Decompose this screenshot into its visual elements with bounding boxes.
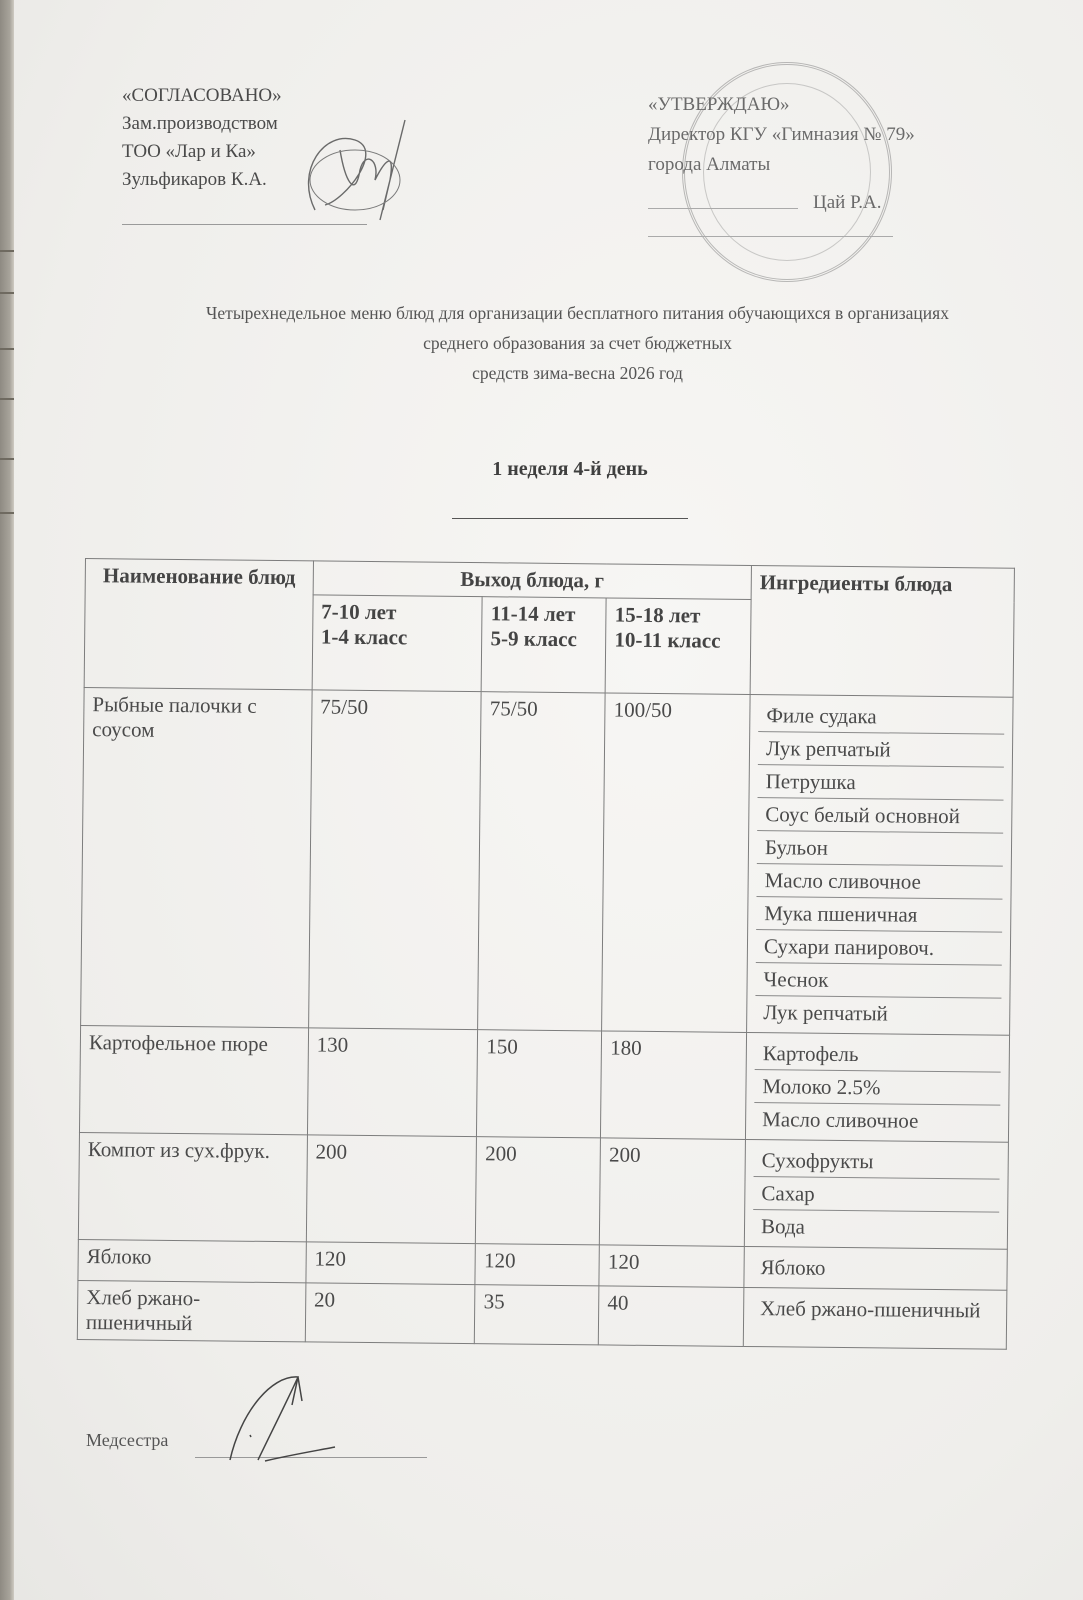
approval-block-approved xyxy=(648,90,915,213)
agreed-name: Зульфикаров К.А. xyxy=(122,169,267,190)
approved-city: города Алматы xyxy=(648,154,771,175)
ingredient-item: Молоко 2.5% xyxy=(754,1070,1000,1106)
ingredient-item: Чеснок xyxy=(755,963,1001,999)
ingredient-item: Петрушка xyxy=(758,765,1004,801)
signature-icon xyxy=(210,1365,340,1465)
ingredient-item: Мука пшеничная xyxy=(756,897,1002,933)
approved-date-line xyxy=(648,236,893,237)
yield-cell: 200 xyxy=(476,1137,601,1245)
dish-name-cell: Компот из сух.фрук. xyxy=(78,1132,307,1241)
ingredients-cell xyxy=(747,694,1014,1035)
ingredient-item: Яблоко xyxy=(760,1255,826,1280)
approved-name: Цай Р.А. xyxy=(813,192,882,213)
ingredient-item: Вода xyxy=(760,1214,806,1239)
title-line-3: средств зима-весна 2026 год xyxy=(472,363,683,383)
ingredient-item: Соус белый основной xyxy=(757,798,1003,834)
week-day-heading: 1 неделя 4-й день xyxy=(492,458,648,480)
ingredient-item: Бульон xyxy=(757,831,1003,867)
yield-cell: 100/50 xyxy=(602,693,750,1032)
menu-table xyxy=(77,558,1015,1350)
agreed-organization: ТОО «Лар и Ка» xyxy=(122,141,256,162)
ingredients-cell xyxy=(745,1032,1009,1142)
yield-cell: 120 xyxy=(475,1244,599,1286)
approved-signature-line xyxy=(648,208,798,209)
yield-cell: 180 xyxy=(601,1031,747,1140)
yield-cell: 130 xyxy=(307,1028,478,1137)
header-age-group: 11-14 лет 5-9 класс xyxy=(482,597,607,693)
ingredient-item: Масло сливочное xyxy=(756,864,1002,900)
table-row xyxy=(78,1132,1008,1249)
header-age-group: 15-18 лет 10-11 класс xyxy=(605,598,751,695)
yield-cell: 150 xyxy=(477,1030,602,1138)
table-row xyxy=(81,687,1013,1035)
dish-name-cell: Рыбные палочки с соусом xyxy=(81,687,312,1027)
ingredients-cell xyxy=(744,1139,1008,1249)
header-age-group: 7-10 лет 1-4 класс xyxy=(312,595,483,692)
header-dish-name: Наименование блюд xyxy=(84,559,313,690)
title-line-2: среднего образования за счет бюджетных xyxy=(423,333,732,353)
title-line-1: Четырехнедельное меню блюд для организации бесплатного питания обучающихся в организациях xyxy=(206,303,949,323)
nurse-label: Медсестра xyxy=(86,1430,169,1450)
yield-cell: 35 xyxy=(475,1285,599,1345)
document-title xyxy=(110,298,1045,388)
header-ingredients: Ингредиенты блюда xyxy=(750,565,1014,697)
ingredients-cell xyxy=(744,1246,1007,1290)
dish-name-cell: Хлеб ржано-пшеничный xyxy=(77,1280,305,1341)
dish-name-cell: Яблоко xyxy=(78,1239,306,1282)
ingredient-item: Филе судака xyxy=(758,699,1004,735)
ingredient-item: Картофель xyxy=(755,1037,1001,1073)
header-yield: Выход блюда, г xyxy=(313,561,752,600)
table-row xyxy=(77,1280,1007,1349)
ingredient-item: Лук репчатый xyxy=(763,1000,889,1026)
approved-heading: «УТВЕРЖДАЮ» xyxy=(648,94,790,115)
ingredients-cell xyxy=(743,1287,1007,1349)
signature-icon xyxy=(285,110,425,230)
yield-cell: 120 xyxy=(306,1242,476,1285)
page-edge xyxy=(0,0,14,1600)
agreed-heading: «СОГЛАСОВАНО» xyxy=(122,85,282,106)
agreed-position: Зам.производством xyxy=(122,113,278,134)
ingredient-item: Хлеб ржано-пшеничный xyxy=(760,1296,981,1323)
yield-cell: 75/50 xyxy=(308,690,481,1030)
ingredient-item: Сухари панировоч. xyxy=(756,930,1002,966)
yield-cell: 200 xyxy=(306,1135,477,1244)
dish-name-cell: Картофельное пюре xyxy=(79,1025,308,1134)
approval-block-agreed xyxy=(122,82,282,194)
yield-cell: 20 xyxy=(305,1283,475,1344)
ingredient-item: Сахар xyxy=(753,1177,999,1213)
heading-underline xyxy=(452,518,688,519)
yield-cell: 120 xyxy=(599,1245,744,1288)
approved-position: Директор КГУ «Гимназия № 79» xyxy=(648,124,915,145)
ingredient-item: Лук репчатый xyxy=(758,732,1004,768)
ingredient-item: Масло сливочное xyxy=(762,1107,919,1133)
yield-cell: 200 xyxy=(600,1138,746,1247)
yield-cell: 40 xyxy=(599,1286,744,1347)
yield-cell: 75/50 xyxy=(478,692,605,1031)
table-row xyxy=(79,1025,1009,1142)
ingredient-item: Сухофрукты xyxy=(754,1144,1000,1180)
